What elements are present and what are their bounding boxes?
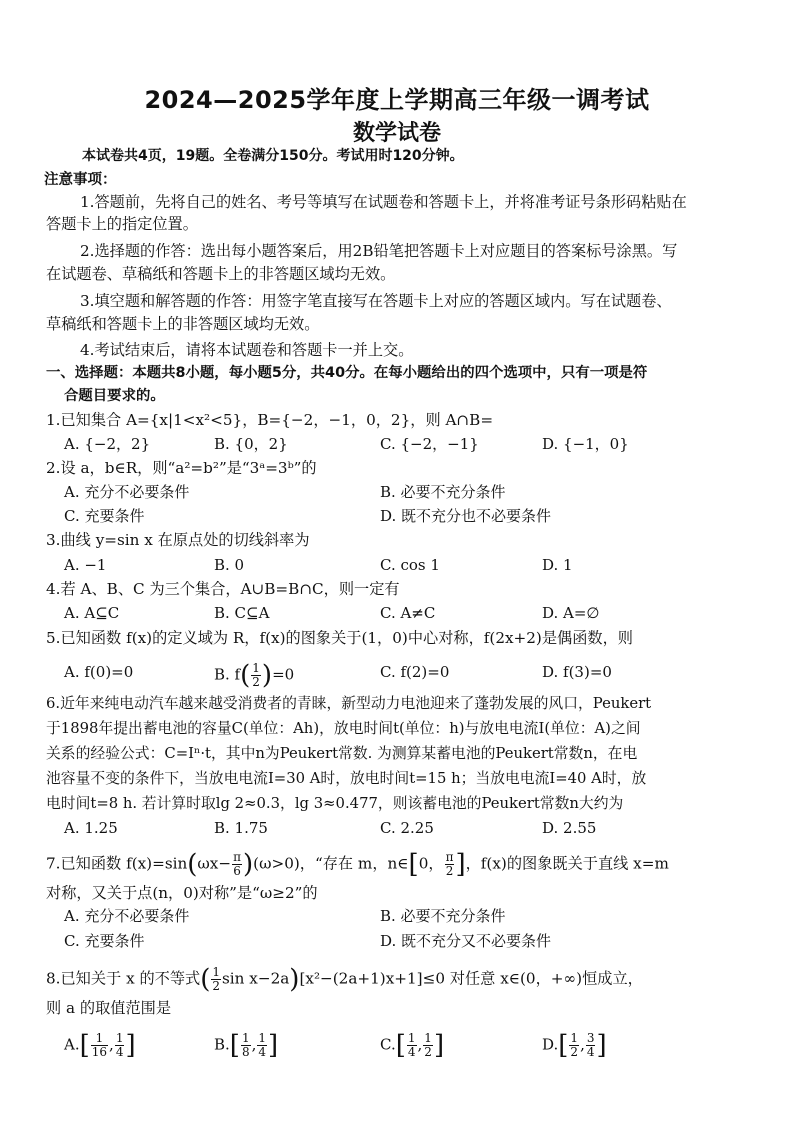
question-6-line: 池容量不变的条件下，当放电电流I=30 A时，放电时间t=15 h；当放电电流I=40 A时，放: [46, 770, 647, 787]
q5-option-c: C. f(2)=0: [380, 663, 450, 681]
notice-line: 3.填空题和解答题的作答：用签字笔直接写在答题卡上对应的答题区域内。写在试题卷、: [80, 292, 672, 310]
question-6-line: 电时间t=8 h. 若计算时取lg 2≈0.3，lg 3≈0.477，则该蓄电池的Peukert常数n大约为: [46, 795, 624, 812]
q8-option-c: C.[ $\frac{1}{4}$ , $\frac{1}{2}$ ]: [380, 1030, 445, 1061]
q6-option-a: A. 1.25: [64, 819, 118, 837]
q1-option-a: A. {−2，2}: [64, 435, 151, 453]
q5-option-b: B. f( $\frac{1}{2}$ )=0: [214, 660, 295, 691]
q6-option-d: D. 2.55: [542, 819, 597, 837]
q5-option-a: A. f(0)=0: [64, 663, 134, 681]
exam-subtitle: 数学试卷: [352, 121, 441, 146]
exam-info: 本试卷共4页，19题。全卷满分150分。考试用时120分钟。: [82, 148, 464, 164]
section-heading-cont: 合题目要求的。: [64, 388, 165, 404]
q3-option-c: C. cos 1: [380, 556, 440, 574]
notice-line: 在试题卷、草稿纸和答题卡上的非答题区域均无效。: [46, 265, 396, 283]
q7-option-c: C. 充要条件: [64, 932, 145, 950]
exam-title: 2024—2025学年度上学期高三年级一调考试: [144, 86, 650, 114]
question-7-line2: 对称，又关于点(n，0)对称”是“ω≥2”的: [46, 884, 318, 902]
question-8-stem: 8.已知关于 x 的不等式( $\frac{1}{2}$ sin x−2a)[x²−(2a+1)x+1]≤0 对任意 x∈(0，+∞)恒成立，: [46, 964, 643, 995]
notice-line: 2.选择题的作答：选出每小题答案后，用2B铅笔把答题卡上对应题目的答案标号涂黑。写: [80, 242, 678, 260]
question-5-stem: 5.已知函数 f(x)的定义域为 R，f(x)的图象关于(1，0)中心对称，f(2x+2)是偶函数，则: [46, 629, 633, 647]
q1-option-b: B. {0，2}: [214, 435, 288, 453]
q8-option-b: B.[ $\frac{1}{8}$ , $\frac{1}{4}$ ]: [214, 1030, 279, 1061]
question-1-stem: 1.已知集合 A={x|1<x²<5}，B={−2，−1，0，2}，则 A∩B=: [46, 411, 494, 429]
section-heading: 一、选择题：本题共8小题，每小题5分，共40分。在每小题给出的四个选项中，只有一项是符: [46, 365, 648, 381]
notice-line: 4.考试结束后，请将本试题卷和答题卡一并上交。: [80, 341, 414, 359]
q2-option-b: B. 必要不充分条件: [380, 483, 506, 501]
q5-option-d: D. f(3)=0: [542, 663, 612, 681]
q4-option-b: B. C⊆A: [214, 604, 270, 622]
notice-line: 答题卡上的指定位置。: [46, 215, 198, 233]
question-6-line: 6.近年来纯电动汽车越来越受消费者的青睐，新型动力电池迎来了蓬勃发展的风口，Peukert: [46, 695, 652, 712]
q7-option-a: A. 充分不必要条件: [64, 907, 190, 925]
notice-heading: 注意事项：: [44, 172, 117, 188]
q7-option-b: B. 必要不充分条件: [380, 907, 506, 925]
question-6-line: 关系的经验公式：C=Iⁿ·t，其中n为Peukert常数. 为测算某蓄电池的Peukert常数n，在电: [46, 745, 638, 762]
q6-option-b: B. 1.75: [214, 819, 268, 837]
q1-option-d: D. {−1，0}: [542, 435, 629, 453]
q3-option-b: B. 0: [214, 556, 245, 574]
question-7-stem: 7.已知函数 f(x)=sin(ωx− $\frac{\pi}{6}$ )(ω>0)，“存在 m，n∈[0， $\frac{\pi}{2}$ ]，f(x)的图象既关于直线 x=m: [46, 849, 669, 880]
question-6-line: 于1898年提出蓄电池的容量C(单位：Ah)，放电时间t(单位：h)与放电电流I(单位：A)之间: [46, 720, 641, 737]
q7-option-d: D. 既不充分又不必要条件: [380, 932, 552, 950]
q4-option-d: D. A=∅: [542, 604, 600, 622]
question-2-stem: 2.设 a，b∈R，则“a²=b²”是“3ᵃ=3ᵇ”的: [46, 459, 317, 477]
q3-option-a: A. −1: [64, 556, 107, 574]
q1-option-c: C. {−2，−1}: [380, 435, 479, 453]
question-4-stem: 4.若 A、B、C 为三个集合，A∪B=B∩C，则一定有: [46, 580, 400, 598]
q8-option-a: A.[ $\frac{1}{16}$ , $\frac{1}{4}$ ]: [64, 1030, 136, 1061]
q2-option-a: A. 充分不必要条件: [64, 483, 190, 501]
fraction: $\frac{1}{2}$: [212, 965, 221, 993]
fraction: $\frac{\pi}{6}$: [233, 850, 241, 878]
fraction: $\frac{\pi}{2}$: [445, 850, 454, 878]
q2-option-d: D. 既不充分也不必要条件: [380, 507, 552, 525]
notice-line: 草稿纸和答题卡上的非答题区域均无效。: [46, 315, 320, 333]
q4-option-c: C. A≠C: [380, 604, 436, 622]
fraction: $\frac{1}{2}$: [252, 661, 260, 689]
q2-option-c: C. 充要条件: [64, 507, 145, 525]
question-3-stem: 3.曲线 y=sin x 在原点处的切线斜率为: [46, 531, 310, 549]
notice-line: 1.答题前，先将自己的姓名、考号等填写在试题卷和答题卡上，并将准考证号条形码粘贴在: [80, 193, 687, 211]
q8-option-d: D.[ $\frac{1}{2}$ , $\frac{3}{4}$ ]: [542, 1030, 607, 1061]
q3-option-d: D. 1: [542, 556, 573, 574]
q6-option-c: C. 2.25: [380, 819, 434, 837]
question-8-line2: 则 a 的取值范围是: [46, 999, 172, 1017]
q4-option-a: A. A⊆C: [64, 604, 120, 622]
